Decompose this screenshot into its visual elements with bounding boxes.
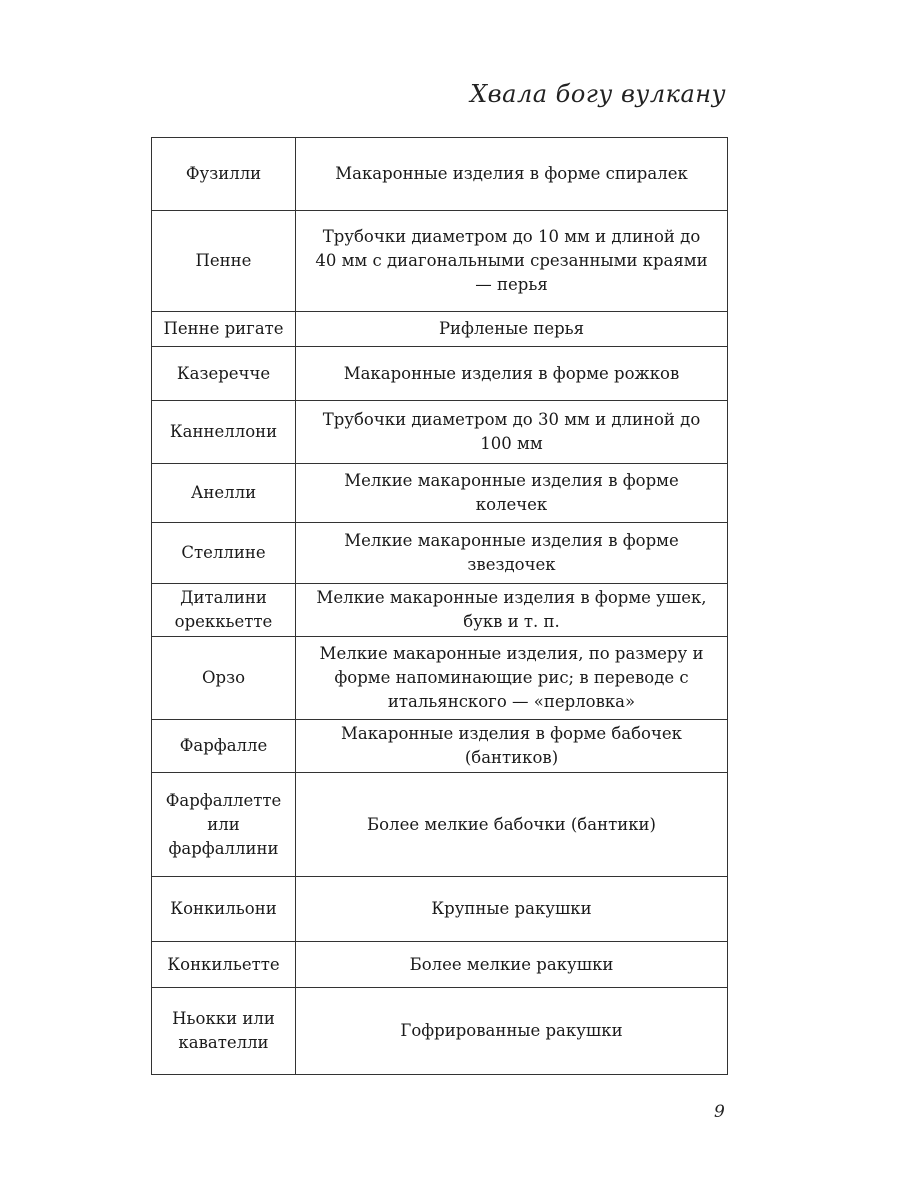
pasta-description-cell: Рифленые перья [296,312,728,347]
table-row [152,720,728,773]
pasta-name-cell: Фарфаллетте или фарфаллини [152,773,296,877]
pasta-name-cell: Анелли [152,464,296,523]
table-row [152,637,728,720]
pasta-description-cell: Трубочки диаметром до 30 мм и длиной до 100 мм [296,401,728,464]
running-header-title: Хвала богу вулкану [470,80,726,108]
table-row [152,312,728,347]
pasta-types-table [151,137,728,1075]
table-row [152,877,728,942]
table-row [152,942,728,988]
pasta-name-cell: Диталини ореккьетте [152,584,296,637]
pasta-description-cell: Мелкие макаронные изделия, по размеру и форме напоминающие рис; в переводе с итальянского — «перловка» [296,637,728,720]
pasta-name-cell: Каннеллони [152,401,296,464]
pasta-name-cell: Конкильони [152,877,296,942]
pasta-name-cell: Ньокки или кавателли [152,988,296,1075]
table-row [152,988,728,1075]
pasta-name-cell: Орзо [152,637,296,720]
pasta-description-cell: Макаронные изделия в форме спиралек [296,138,728,211]
pasta-description-cell: Более мелкие бабочки (бантики) [296,773,728,877]
table-row [152,464,728,523]
pasta-description-cell: Крупные ракушки [296,877,728,942]
pasta-name-cell: Пенне [152,211,296,312]
table-row [152,401,728,464]
pasta-name-cell: Конкильетте [152,942,296,988]
pasta-description-cell: Макаронные изделия в форме бабочек (бантиков) [296,720,728,773]
table-row [152,584,728,637]
pasta-name-cell: Фарфалле [152,720,296,773]
pasta-name-cell: Пенне ригате [152,312,296,347]
pasta-description-cell: Макаронные изделия в форме рожков [296,347,728,401]
pasta-description-cell: Трубочки диаметром до 10 мм и длиной до 40 мм с диагональными срезанными краями — перья [296,211,728,312]
table-row [152,347,728,401]
page-number: 9 [714,1102,725,1122]
pasta-description-cell: Более мелкие ракушки [296,942,728,988]
pasta-name-cell: Казеречче [152,347,296,401]
pasta-description-cell: Мелкие макаронные изделия в форме звездочек [296,523,728,584]
table-row [152,773,728,877]
pasta-description-cell: Гофрированные ракушки [296,988,728,1075]
pasta-name-cell: Фузилли [152,138,296,211]
pasta-name-cell: Стеллине [152,523,296,584]
table-row [152,138,728,211]
table-row [152,523,728,584]
pasta-description-cell: Мелкие макаронные изделия в форме колечек [296,464,728,523]
table-row [152,211,728,312]
pasta-description-cell: Мелкие макаронные изделия в форме ушек, букв и т. п. [296,584,728,637]
